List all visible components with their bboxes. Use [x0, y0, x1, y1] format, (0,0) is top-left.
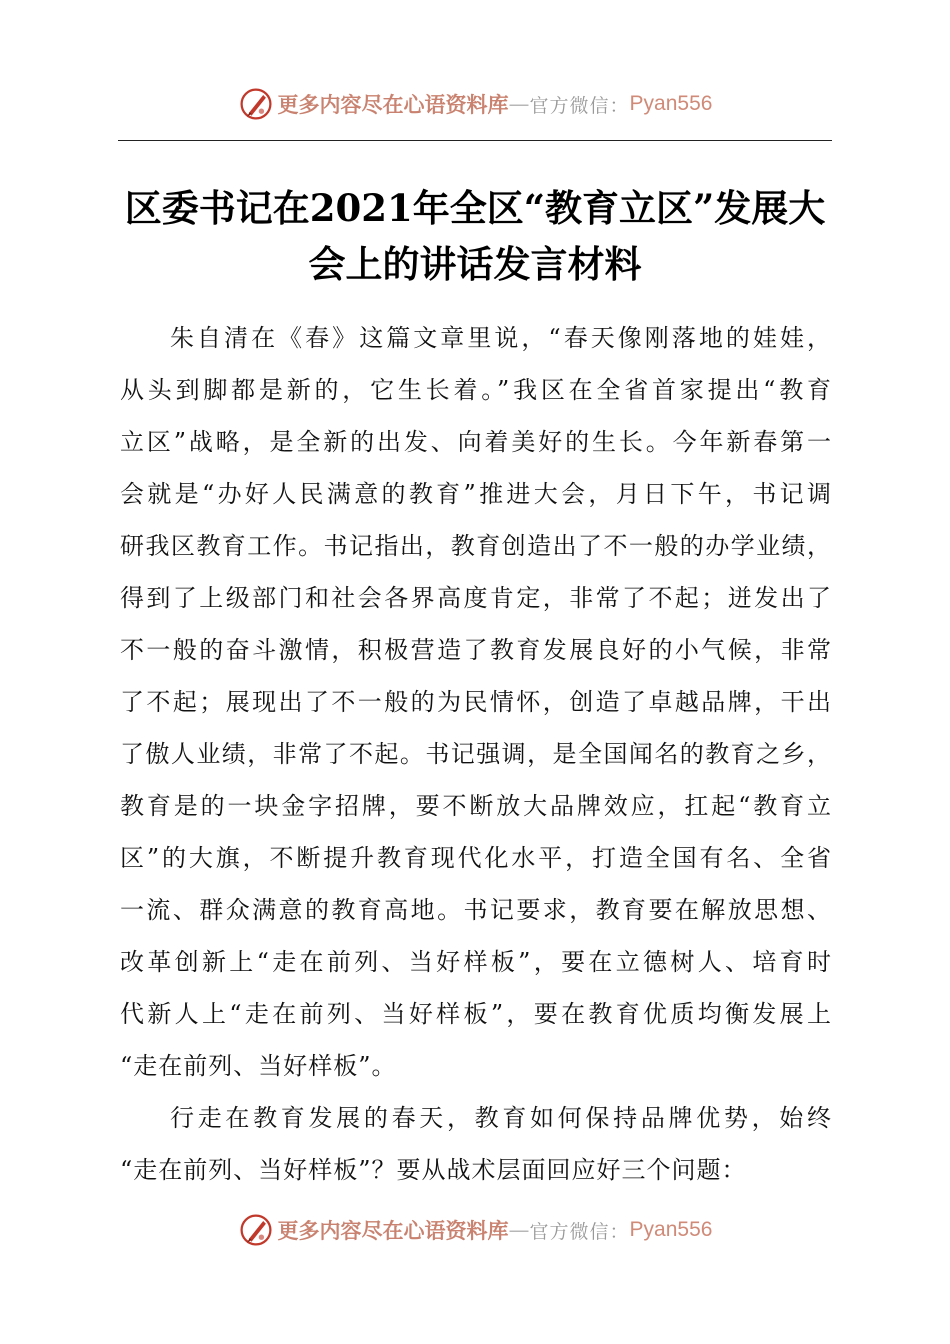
banner-wechat-id: Pyan556: [629, 1218, 713, 1241]
body-line: 不一般的奋斗激情，积极营造了教育发展良好的小气候，非常: [120, 636, 832, 664]
body-line: 教育是的一块金字招牌，要不断放大品牌效应，扛起“教育立: [120, 792, 832, 820]
body-line: 行走在教育发展的春天，教育如何保持品牌优势，始终: [170, 1104, 832, 1132]
pen-logo-icon: [238, 86, 274, 122]
document-body: [120, 312, 832, 1196]
body-line: 会就是“办好人民满意的教育”推进大会，月日下午，书记调: [120, 480, 832, 508]
body-line: 了不起；展现出了不一般的为民情怀，创造了卓越品牌，干出: [120, 688, 832, 716]
body-line: 一流、群众满意的教育高地。书记要求，教育要在解放思想、: [120, 896, 832, 924]
banner-text: 更多内容尽在心语资料库: [277, 1218, 509, 1243]
banner-dash: —: [508, 1218, 530, 1242]
banner-wechat-id: Pyan556: [629, 92, 713, 115]
body-line: 了傲人业绩，非常了不起。书记强调，是全国闻名的教育之乡，: [120, 740, 832, 768]
banner-wechat-label: 官方微信：: [529, 94, 630, 117]
body-line: 研我区教育工作。书记指出，教育创造出了不一般的办学业绩，: [120, 532, 832, 560]
body-line: 代新人上“走在前列、当好样板”，要在教育优质均衡发展上: [120, 1000, 832, 1028]
header-banner: [0, 84, 950, 124]
banner-text: 更多内容尽在心语资料库: [277, 92, 509, 117]
footer-banner: [0, 1210, 950, 1250]
title-line-1: 区委书记在2021年全区“教育立区”发展大: [124, 186, 826, 230]
banner-dash: —: [508, 92, 530, 116]
body-line: 从头到脚都是新的，它生长着。”我区在全省首家提出“教育: [120, 376, 832, 404]
body-line: “走在前列、当好样板”？要从战术层面回应好三个问题：: [120, 1156, 747, 1184]
body-line: 朱自清在《春》这篇文章里说，“春天像刚落地的娃娃，: [170, 324, 832, 352]
pen-logo-icon: [238, 1212, 274, 1248]
body-line: “走在前列、当好样板”。: [120, 1052, 397, 1080]
body-line: 得到了上级部门和社会各界高度肯定，非常了不起；迸发出了: [120, 584, 832, 612]
document-title: [110, 180, 840, 292]
body-line: 区”的大旗，不断提升教育现代化水平，打造全国有名、全省: [120, 844, 832, 872]
body-line: 改革创新上“走在前列、当好样板”，要在立德树人、培育时: [120, 948, 832, 976]
body-line: 立区”战略，是全新的出发、向着美好的生长。今年新春第一: [120, 428, 832, 456]
header-divider: [118, 140, 832, 141]
banner-wechat-label: 官方微信：: [529, 1220, 630, 1243]
title-line-2: 会上的讲话发言材料: [308, 242, 642, 286]
